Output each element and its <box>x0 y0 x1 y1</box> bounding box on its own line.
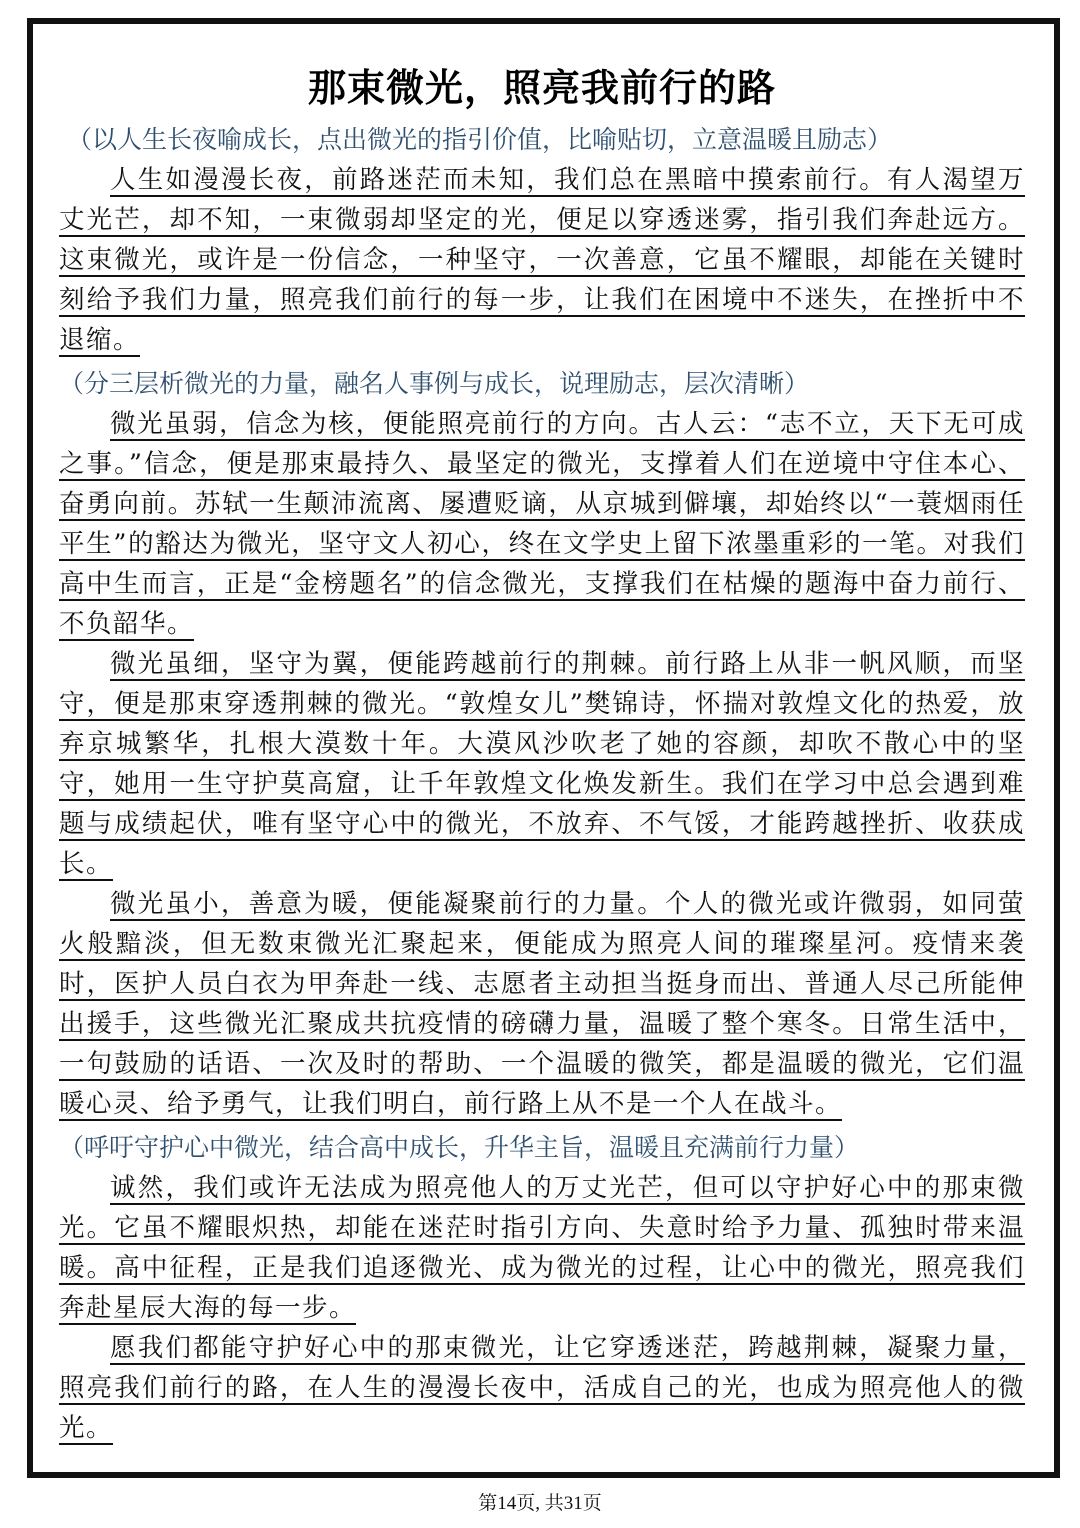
paragraph-6-text: 愿我们都能守护好心中的那束微光，让它穿透迷茫，跨越荆棘，凝聚力量，照亮我们前行的路，在人生的漫漫长夜中，活成自己的光，也成为照亮他人的微光。 <box>59 1333 1025 1443</box>
annotation-intro: （以人生长夜喻成长，点出微光的指引价值，比喻贴切，立意温暖且励志） <box>67 125 893 154</box>
annotation-ending: （呼吁守护心中微光，结合高中成长，升华主旨，温暖且充满前行力量） <box>59 1133 860 1162</box>
annotation-body: （分三层析微光的力量，融名人事例与成长，说理励志，层次清晰） <box>59 369 810 398</box>
page-number: 第14页, 共31页 <box>478 1493 602 1514</box>
paragraph-2-text: 微光虽弱，信念为核，便能照亮前行的方向。古人云：“志不立，天下无可成之事。”信念，便是那束最持久、最坚定的微光，支撑着人们在逆境中守住本心、奋勇向前。苏轼一生颠沛流离、屡遭贬谪，从京城到僻壤，却始终以“一蓑烟雨任平生”的豁达为微光，坚守文人初心，终在文学史上留下浓墨重彩的一笔。对我们高中生而言，正是“金榜题名”的信念微光，支撑我们在枯燥的题海中奋力前行、不负韶华。 <box>59 409 1025 639</box>
paragraph-2 <box>59 404 1025 644</box>
page-frame <box>27 18 1060 1478</box>
essay-title: 那束微光，照亮我前行的路 <box>307 66 776 110</box>
paragraph-3 <box>59 644 1025 884</box>
paragraph-6 <box>59 1328 1025 1448</box>
paragraph-3-text: 微光虽细，坚守为翼，便能跨越前行的荆棘。前行路上从非一帆风顺，而坚守，便是那束穿透荆棘的微光。“敦煌女儿”樊锦诗，怀揣对敦煌文化的热爱，放弃京城繁华，扎根大漠数十年。大漠风沙吹老了她的容颜，却吹不散心中的坚守，她用一生守护莫高窟，让千年敦煌文化焕发新生。我们在学习中总会遇到难题与成绩起伏，唯有坚守心中的微光，不放弃、不气馁，才能跨越挫折、收获成长。 <box>59 649 1025 879</box>
paragraph-1-text: 人生如漫漫长夜，前路迷茫而未知，我们总在黑暗中摸索前行。有人渴望万丈光芒，却不知，一束微弱却坚定的光，便足以穿透迷雾，指引我们奔赴远方。这束微光，或许是一份信念，一种坚守，一次善意，它虽不耀眼，却能在关键时刻给予我们力量，照亮我们前行的每一步，让我们在困境中不迷失，在挫折中不退缩。 <box>59 165 1025 355</box>
paragraph-4 <box>59 884 1025 1124</box>
essay-content <box>59 24 1025 1448</box>
paragraph-5 <box>59 1168 1025 1328</box>
paragraph-1 <box>59 160 1025 360</box>
paragraph-4-text: 微光虽小，善意为暖，便能凝聚前行的力量。个人的微光或许微弱，如同萤火般黯淡，但无数束微光汇聚起来，便能成为照亮人间的璀璨星河。疫情来袭时，医护人员白衣为甲奔赴一线、志愿者主动担当挺身而出、普通人尽己所能伸出援手，这些微光汇聚成共抗疫情的磅礴力量，温暖了整个寒冬。日常生活中，一句鼓励的话语、一次及时的帮助、一个温暖的微笑，都是温暖的微光，它们温暖心灵、给予勇气，让我们明白，前行路上从不是一个人在战斗。 <box>59 889 1025 1119</box>
paragraph-5-text: 诚然，我们或许无法成为照亮他人的万丈光芒，但可以守护好心中的那束微光。它虽不耀眼炽热，却能在迷茫时指引方向、失意时给予力量、孤独时带来温暖。高中征程，正是我们追逐微光、成为微光的过程，让心中的微光，照亮我们奔赴星辰大海的每一步。 <box>59 1173 1025 1323</box>
